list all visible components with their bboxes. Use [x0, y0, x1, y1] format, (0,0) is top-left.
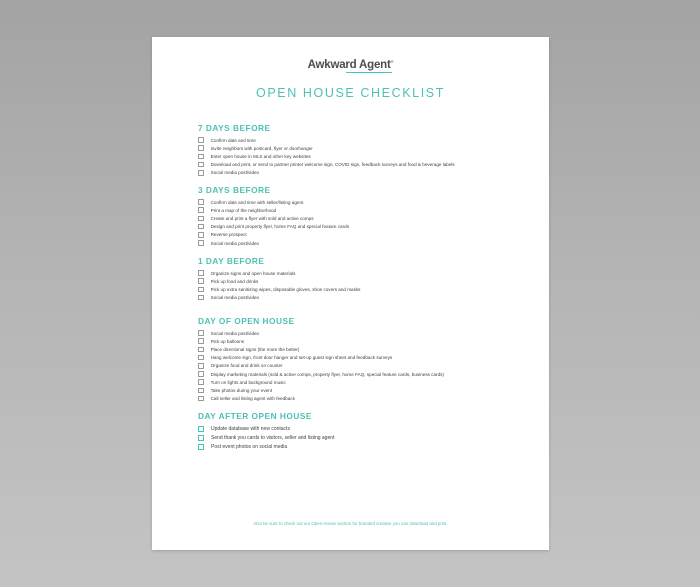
checkbox-icon[interactable] [198, 426, 204, 432]
logo-underline [346, 72, 392, 74]
checkbox-icon[interactable] [198, 278, 204, 284]
checklist-page [152, 37, 549, 550]
item-label: Print a map of the neighborhood [210, 207, 277, 213]
checkbox-icon[interactable] [198, 330, 204, 336]
checkbox-icon[interactable] [198, 363, 204, 369]
checkbox-icon[interactable] [198, 199, 204, 205]
checkbox-icon[interactable] [198, 216, 204, 222]
section-heading: 1 DAY BEFORE [198, 256, 265, 266]
checklist-item[interactable] [198, 136, 528, 144]
item-label: Social media post/video [210, 240, 260, 246]
checklist-item[interactable] [198, 337, 528, 345]
checkbox-icon[interactable] [198, 347, 204, 353]
checkbox-icon[interactable] [198, 154, 204, 160]
checkbox-icon[interactable] [198, 338, 204, 344]
item-label: Download and print, or send to partner printer welcome sign, COVID sign, feedback surveys and food & beverage labels [210, 162, 455, 168]
item-label: Post event photos on social media [211, 443, 288, 450]
checkbox-icon[interactable] [198, 444, 204, 450]
logo-text: Awkward Agent [307, 59, 391, 71]
checkbox-icon[interactable] [198, 355, 204, 361]
checkbox-icon[interactable] [198, 295, 204, 301]
section-heading: 3 DAYS BEFORE [198, 185, 271, 195]
section-3-days-before [198, 185, 528, 247]
item-label: Pick up balloons [210, 338, 245, 344]
checkbox-icon[interactable] [198, 240, 204, 246]
checklist-item[interactable] [198, 378, 528, 386]
section-7-days-before [198, 123, 528, 177]
checkbox-icon[interactable] [198, 396, 204, 402]
checklist-item[interactable] [198, 269, 528, 277]
item-label: Organize food and drink on counter [210, 363, 283, 369]
checkbox-icon[interactable] [198, 287, 204, 293]
checklist-item[interactable] [198, 206, 528, 214]
section-day-of-open-house [198, 316, 528, 403]
item-label: Create and print a flyer with sold and active comps [210, 215, 314, 221]
checklist-item[interactable] [198, 152, 528, 160]
checklist-item[interactable] [198, 442, 528, 451]
item-label: Take photos during your event [210, 387, 273, 393]
section-heading: 7 DAYS BEFORE [198, 123, 271, 133]
checkbox-icon[interactable] [198, 224, 204, 230]
item-label: Reverse prospect [210, 232, 247, 238]
item-label: Pick up extra sanitizing wipes, disposable gloves, shoe covers and masks [210, 286, 361, 292]
checklist-item[interactable] [198, 433, 528, 442]
checkbox-icon[interactable] [198, 379, 204, 385]
checklist-item[interactable] [198, 354, 528, 362]
item-label: Confirm date and time [210, 137, 256, 143]
checklist-item[interactable] [198, 223, 528, 231]
item-label: Pick up food and drinks [210, 278, 259, 284]
page-title: OPEN HOUSE CHECKLIST [256, 86, 445, 100]
checklist-item[interactable] [198, 362, 528, 370]
checklist-item[interactable] [198, 395, 528, 403]
item-label: Invite neighbors with postcard, flyer or doorhanger [210, 145, 313, 151]
checkbox-icon[interactable] [198, 207, 204, 213]
item-label: Turn on lights and background music [210, 379, 286, 385]
checklist-item[interactable] [198, 329, 528, 337]
item-label: Update database with new contacts [211, 425, 290, 432]
item-label: Place directional signs (the more the better) [210, 346, 300, 352]
item-label: Social media post/video [210, 295, 260, 301]
checklist-item[interactable] [198, 424, 528, 433]
checklist-item[interactable] [198, 386, 528, 394]
section-heading: DAY AFTER OPEN HOUSE [198, 411, 312, 421]
registered-mark: ® [390, 59, 394, 65]
checklist-item[interactable] [198, 198, 528, 206]
item-label: Social media post/video [210, 170, 260, 176]
checklist-item[interactable] [198, 214, 528, 222]
item-label: Display marketing materials (sold & active comps, property flyer, home FAQ, special feature cards, business cards) [210, 371, 444, 377]
checklist-item[interactable] [198, 294, 528, 302]
checklist-item[interactable] [198, 239, 528, 247]
item-label: Hang welcome sign, front door hanger and set-up guest sign sheet and feedback surveys [210, 355, 393, 361]
brand-logo [152, 59, 549, 71]
checkbox-icon[interactable] [198, 145, 204, 151]
checklist-item[interactable] [198, 169, 528, 177]
section-1-day-before [198, 256, 528, 302]
item-label: Enter open house in MLS and other key websites [210, 153, 311, 159]
item-label: Design and print property flyer, home FAQ and special feature cards [210, 224, 349, 230]
checklist-item[interactable] [198, 285, 528, 293]
checklist-item[interactable] [198, 144, 528, 152]
section-day-after-open-house [198, 411, 528, 452]
checkbox-icon[interactable] [198, 170, 204, 176]
checklist-item[interactable] [198, 370, 528, 378]
item-label: Send thank you cards to visitors, seller and listing agent [211, 434, 335, 441]
checkbox-icon[interactable] [198, 270, 204, 276]
checklist-item[interactable] [198, 277, 528, 285]
checkbox-icon[interactable] [198, 162, 204, 168]
checkbox-icon[interactable] [198, 137, 204, 143]
checklist-item[interactable] [198, 161, 528, 169]
footer-note: Also be sure to check out our Open House section for branded creative you can download and print. [253, 521, 448, 526]
checkbox-icon[interactable] [198, 435, 204, 441]
section-heading: DAY OF OPEN HOUSE [198, 316, 295, 326]
checklist-item[interactable] [198, 345, 528, 353]
checkbox-icon[interactable] [198, 371, 204, 377]
item-label: Organize signs and open house materials [210, 270, 296, 276]
item-label: Call seller and listing agent with feedback [210, 396, 295, 402]
item-label: Social media post/video [210, 330, 260, 336]
checkbox-icon[interactable] [198, 232, 204, 238]
checkbox-icon[interactable] [198, 388, 204, 394]
checklist-item[interactable] [198, 231, 528, 239]
item-label: Confirm date and time with seller/listing agent [210, 199, 304, 205]
